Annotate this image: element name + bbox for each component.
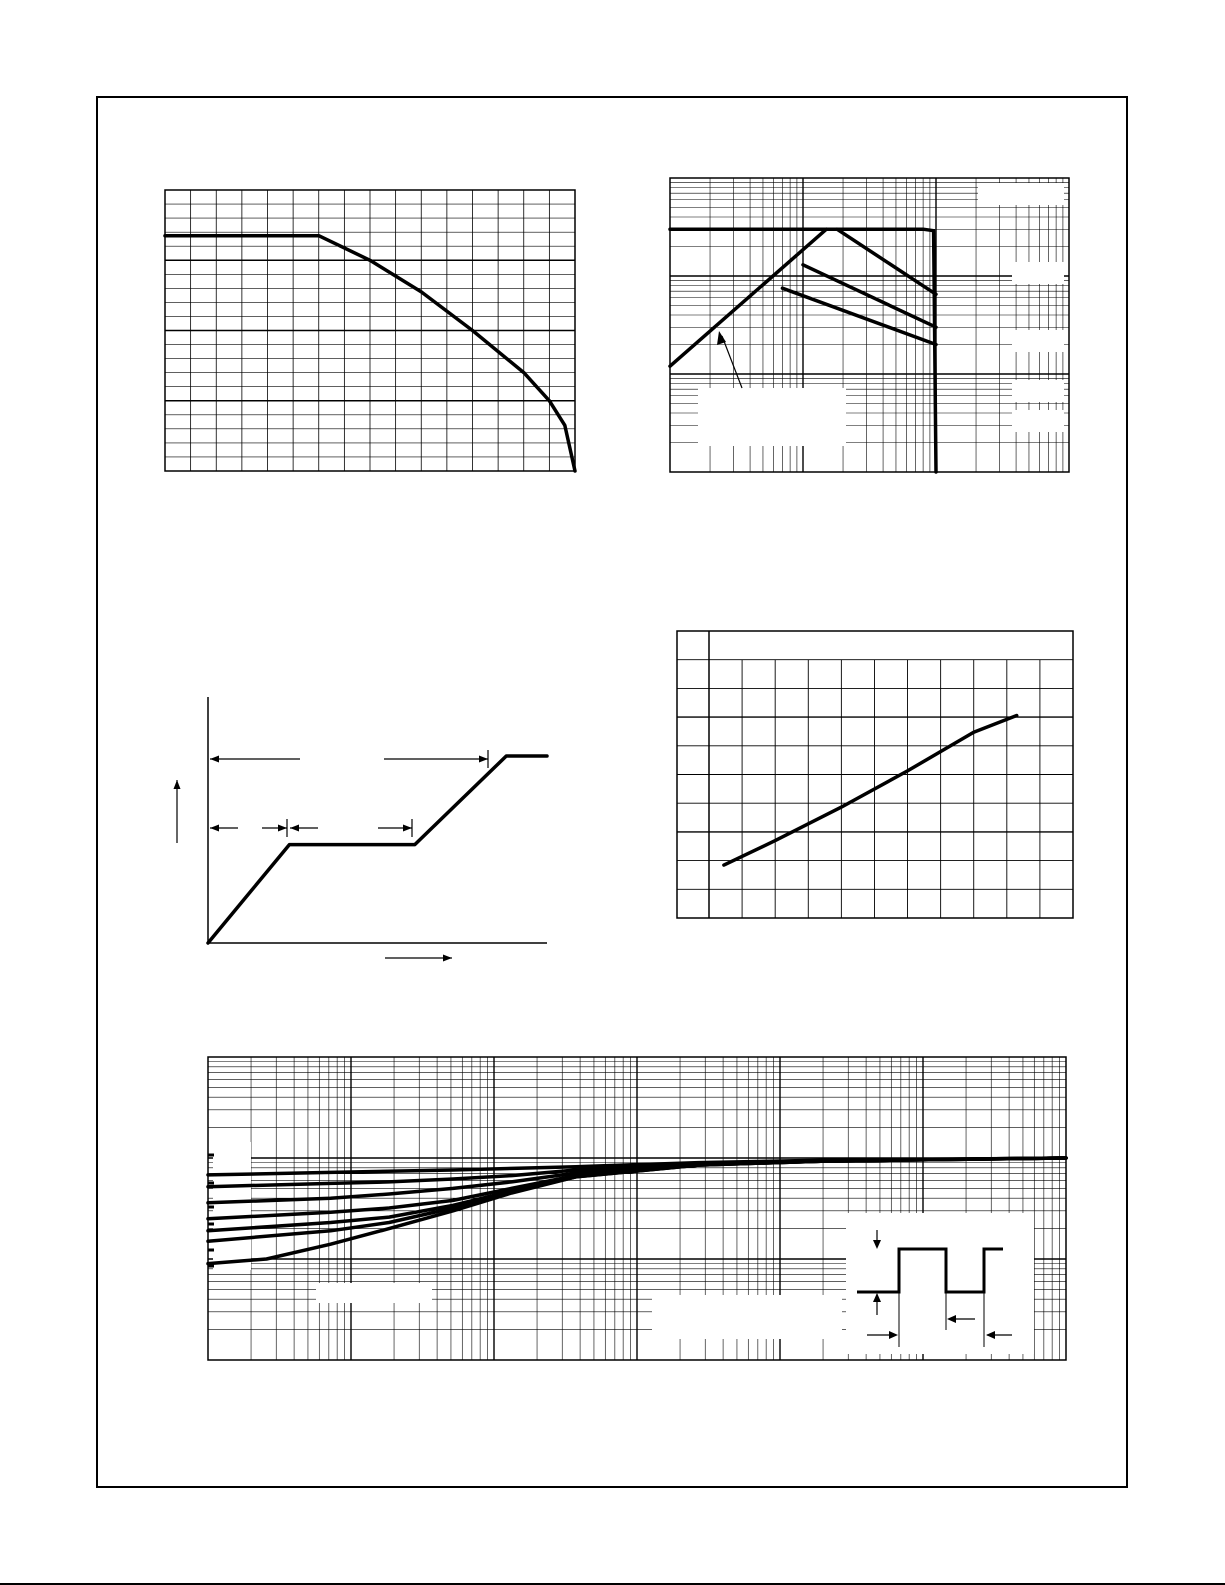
annotation-box (698, 388, 846, 446)
dim-arrow-plateau-right-head (403, 825, 412, 832)
chart-transient-thermal-response (208, 1057, 1066, 1360)
dim-arrow-rise-left-head (210, 825, 219, 832)
series-line-3 (837, 229, 936, 294)
legend-box (213, 1142, 251, 1270)
curve-label-box (1012, 330, 1064, 352)
chart-safe-operating-area (670, 178, 1069, 472)
chart-power-derating (165, 190, 575, 471)
curve-label-box (1012, 410, 1064, 432)
series-line-1 (208, 756, 547, 943)
curve-label-box (1012, 380, 1064, 402)
annotation-box (316, 1283, 432, 1303)
pulse-inset-box (846, 1213, 1034, 1354)
y-axis-direction-arrow-head (174, 780, 181, 789)
dim-arrow-total-left-head (210, 756, 219, 763)
legend-box (712, 634, 1042, 658)
curve-label-box (1012, 262, 1064, 284)
dim-arrow-plateau-left-head (290, 825, 299, 832)
x-axis-direction-arrow-head (443, 955, 452, 962)
dim-arrow-rise-right-head (278, 825, 287, 832)
chart-temperature-characteristic (677, 631, 1073, 918)
series-line-4 (803, 265, 936, 327)
notes-box (652, 1295, 842, 1339)
dim-arrow-total-right-head (479, 756, 488, 763)
annotation-leader (722, 336, 742, 388)
chart-switching-waveform (174, 697, 548, 962)
legend-box (978, 183, 1064, 205)
series-line-1 (724, 716, 1017, 866)
